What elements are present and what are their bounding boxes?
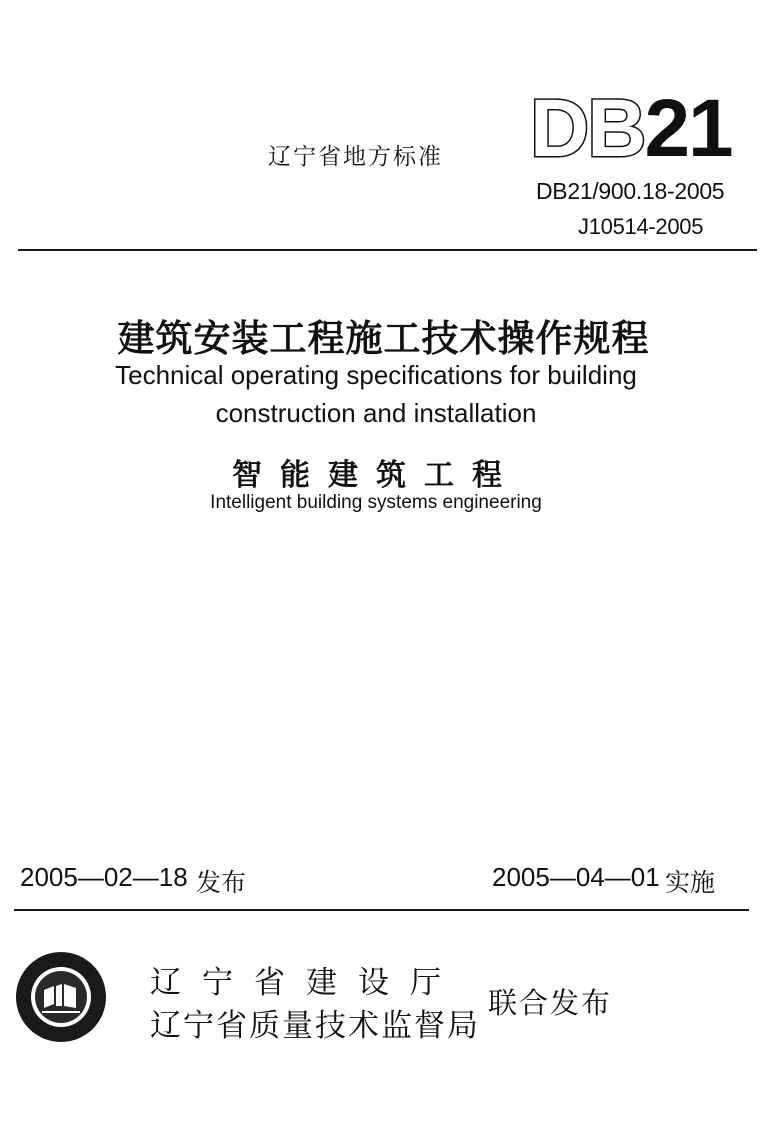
db-logo-number: 21 xyxy=(644,83,732,174)
standard-number: DB21/900.18-2005 xyxy=(536,178,725,204)
db21-logo xyxy=(530,83,732,174)
effective-date: 2005—04—01 xyxy=(492,862,660,892)
title-english-line1: Technical operating specifications for building xyxy=(115,360,637,390)
issuer-construction-dept: 辽宁省建设厅 xyxy=(150,965,462,1001)
effective-label: 实施 xyxy=(665,868,716,897)
subtitle-chinese: 智能建筑工程 xyxy=(232,458,520,493)
db-logo-outline: DB xyxy=(530,83,645,174)
issuer-quality-bureau: 辽宁省质量技术监督局 xyxy=(150,1008,480,1044)
issue-label: 发布 xyxy=(196,868,247,897)
provincial-standard-label: 辽宁省地方标准 xyxy=(268,144,443,170)
record-number: J10514-2005 xyxy=(578,214,704,239)
title-chinese: 建筑安装工程施工技术操作规程 xyxy=(117,316,650,360)
title-english-line2: construction and installation xyxy=(215,398,537,428)
issue-date: 2005—02—18 xyxy=(20,862,188,892)
joint-issue-label: 联合发布 xyxy=(488,986,613,1020)
header-divider xyxy=(18,249,757,251)
footer-divider xyxy=(14,909,749,911)
subtitle-english: Intelligent building systems engineering xyxy=(210,492,542,513)
publisher-seal-icon xyxy=(14,950,108,1044)
